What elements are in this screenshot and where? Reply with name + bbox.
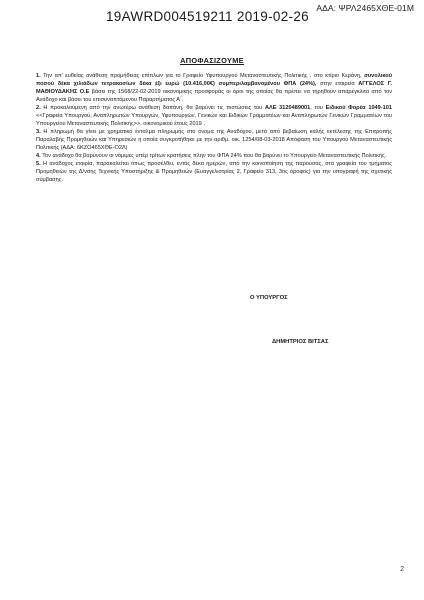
paragraph-5: 5. Η ανάδοχος εταιρία, παρακαλείται όπως προσέλθει, εντός δέκα ημερών, από την κοινοποίηση της παρούσας, στα γραφεία του τμήματος Προμηθειών της Δ/νσης Τεχνικής Υποστήριξης & Προμηθειών (Ευαγγελιστρίας 2, Γραφείο 313, 3ος όροφος) για την υπογραφή της σχετικής σύμβασης. [36,161,392,183]
paragraph-4: 4. Τον ανάδοχο θα βαρύνουν οι νόμιμες υπέρ τρίτων κρατήσεις πλην του ΦΠΑ 24% που θα βαρύνει το Υπουργείο Μεταναστευτικής Πολιτικής. [36,153,387,159]
document-code: 19AWRD004519211 2019-02-26 [106,9,309,24]
signatory-name: ΔΗΜΗΤΡΙΟΣ ΒΙΤΣΑΣ [272,339,329,345]
paragraph-3: 3. Η πληρωμή θα γίνει με χρηματικό ένταλμα πληρωμής στο όνομα της Αναδόχου, μετά από βεβαίωση καλής εκτέλεσης της Επιτροπής Παραλαβής Προμηθειών και Υπηρεσιών η οποία συγκροτήθηκε με την αριθμ. οικ. 1254/08-03-2018 Απόφαση του Υπουργού Μεταναστευτικής Πολιτικής (ΑΔΑ: 6ΚΖΟ465ΧΘΕ-Ο2Λ) [36,129,392,151]
paragraph-2: 2. Η προκαλούμενη από την ανωτέρω ανάθεση δαπάνη, θα βαρύνει τις πιστώσεις του ΑΛΕ 3120489001, του Ειδικού Φορέα 1049-101 <<Γραφεία Υπουργού, Αναπληρωτών Υπουργών, Υφυπουργών, Γενικών και Ειδικών Γραμματέων και Αναπληρωτών Γενικών Γραμματέων του Υπουργείου Μεταναστευτικής Πολιτικής>>, οικονομικού έτους 2019 . [36,105,392,127]
signatory-role: Ο ΥΠΟΥΡΓΟΣ [250,295,288,301]
ada-code: ΑΔΑ: ΨΡΛ2465ΧΘΕ-01Μ [316,3,414,13]
decision-title: ΑΠΟΦΑΣΙΖΟΥΜΕ [180,56,244,65]
page-number: 2 [400,566,404,573]
paragraph-1: 1. Την απ' ευθείας ανάθεση προμήθειας επίπλων για το Γραφείο Υφυπουργού Μεταναστευτικής Πολιτικής , στο κτίριο Κεράνη, συνολικού ποσού δέκα χιλιάδων τετρακοσίων δέκα έξι ευρώ (10.416,00€) συμπεριλαμβανομένου ΦΠΑ (24%), στην εταιρεία ΑΓΓΕΛΟΣ Γ. ΜΑΘΙΟΥΔΑΚΗΣ Ο.Ε βάσει της 1568/22-02-2019 οικονομικής προσφοράς οι όροι της οποίας θα πρέπει να τηρηθούν απαρέγκλιτα από τον Ανάδοχο και βάσει του επισυναπτόμενου Παραρτήματος Α΄. [36,73,393,103]
decision-body [36,72,392,184]
